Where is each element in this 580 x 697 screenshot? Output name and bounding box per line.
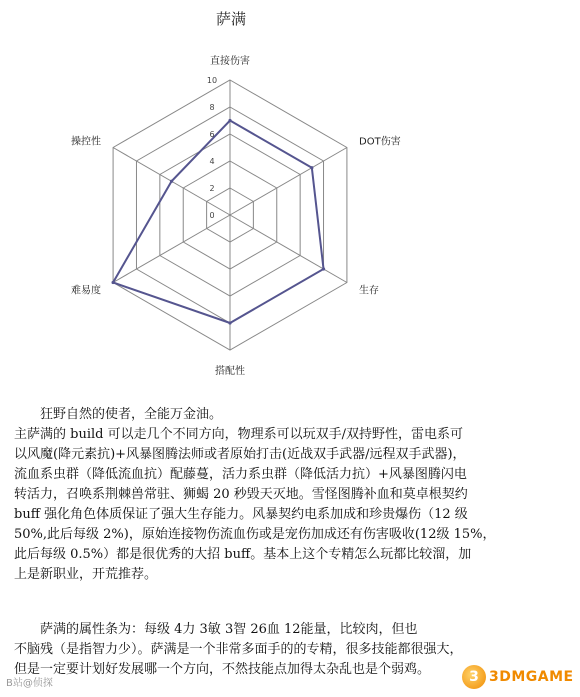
paragraph-1-line: 上是新职业，开荒推荐。 <box>14 567 158 582</box>
data-point <box>228 119 231 122</box>
tick-label: 4 <box>209 157 215 166</box>
tick-label: 2 <box>209 184 215 193</box>
paragraph-1-line: 50%,此后每级 2%)，原始连接物伤流血伤或是宠伤加成还有伤害吸收(12级 15%， <box>14 527 496 542</box>
axis-label: DOT伤害 <box>359 136 401 148</box>
grid-spoke <box>230 215 347 283</box>
paragraph-2-line: 但是一定要计划好发展哪一个方向，不然技能点加得太杂乱也是个弱鸡。 <box>14 662 431 677</box>
paragraph-1-line: 转活力，召唤系荆棘兽常驻、狮蝎 20 秒毁天灭地。雪怪图腾补血和莫卓根契约 <box>14 487 468 502</box>
axis-label: 难易度 <box>70 285 101 297</box>
tick-label: 0 <box>209 211 215 220</box>
radar-chart <box>0 0 462 400</box>
chart-title: 萨满 <box>215 10 246 28</box>
article-lead: 狂野自然的使者，全能万金油。 <box>40 407 223 422</box>
grid-spoke <box>113 215 230 283</box>
paragraph-1 <box>14 425 564 585</box>
axis-label: 直接伤害 <box>210 56 250 67</box>
logo-text: 3DMGAME <box>489 669 574 685</box>
site-logo <box>462 665 574 689</box>
data-point <box>322 267 325 270</box>
paragraph-2-line: 萨满的属性条为：每级 4力 3敏 3智 26血 12能量，比较肉，但也 <box>40 622 418 637</box>
data-point <box>310 166 313 169</box>
paragraph-1-line: 此后每级 0.5%）都是很优秀的大招 buff。基本上这个专精怎么玩都比较溜，加 <box>14 547 472 562</box>
paragraph-1-line: 以风魔(降元素抗)+风暴图腾法师或者原始打击(近战双手武器/远程双手武器)， <box>14 447 466 462</box>
data-point <box>170 180 173 183</box>
article-body <box>14 405 564 585</box>
paragraph-1-line: buff 强化角色体质保证了强大生存能力。风暴契约电系加成和珍贵爆伤（12 级 <box>14 507 468 522</box>
paragraph-1-line: 主萨满的 build 可以走几个不同方向，物理系可以玩双手/双持野性，雷电系可 <box>14 427 463 442</box>
tick-label: 10 <box>206 76 218 85</box>
axis-label: 搭配性 <box>215 366 245 377</box>
data-point <box>228 321 231 324</box>
watermark-text: B站@侦探 <box>6 678 53 689</box>
paragraph-2-line: 不脑残（是指智力少）。萨满是一个非常多面手的的专精，很多技能都很强大， <box>14 642 463 657</box>
tick-label: 8 <box>209 103 215 112</box>
logo-icon: 3 <box>462 665 486 689</box>
radar-labels <box>71 54 401 377</box>
data-point <box>111 281 114 284</box>
tick-label: 6 <box>209 130 215 139</box>
grid-spoke <box>230 148 347 216</box>
axis-label: 操控性 <box>70 136 101 148</box>
axis-label: 生存 <box>359 285 380 297</box>
paragraph-1-line: 流血系虫群（降低流血抗）配藤蔓，活力系虫群（降低活力抗）+风暴图腾闪电 <box>14 467 467 482</box>
